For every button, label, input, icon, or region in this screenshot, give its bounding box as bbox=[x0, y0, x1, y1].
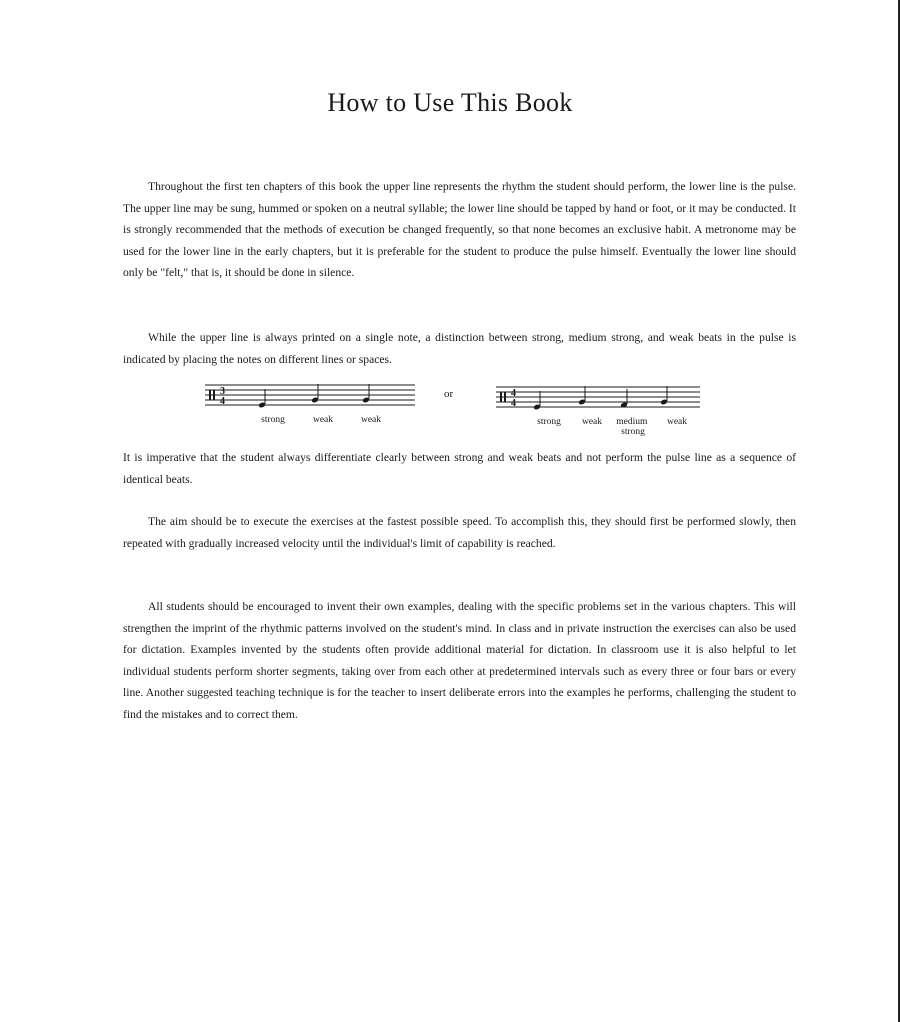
paragraph-invent-examples: All students should be encouraged to invent their own examples, dealing with the specific problems set in the various chapters. This will strengthen the imprint of the rhythmic patterns involved on the student's mind. In class and in private instruction the exercises can also be used for dictation. Examples invented by the students often provide additional material for dictation. In classroom use it is also helpful to let individual students perform shorter segments, taking over from each other at predetermined intervals such as every three or four bars or every line. Another suggested teaching technique is for the teacher to insert deliberate errors into the examples he performs, challenging the student to find the mistakes and to correct them. bbox=[123, 600, 796, 721]
time-signature-top: 4 bbox=[511, 388, 516, 399]
time-signature-bottom: 4 bbox=[511, 398, 516, 409]
note-strong bbox=[533, 391, 541, 410]
paragraph-speed: The aim should be to execute the exercises at the fastest possible speed. To accomplish this, they should first be performed slowly, then repeated with gradually increased velocity until the individual's limit of capability is reached. bbox=[123, 515, 796, 550]
paragraph-differentiate-beats: It is imperative that the student always differentiate clearly between strong and weak beats and not perform the pulse line as a sequence of identical beats. bbox=[123, 451, 796, 486]
beat-label: weak bbox=[581, 417, 603, 427]
paragraph-beat-distinction: While the upper line is always printed on a single note, a distinction between strong, medium strong, and weak beats in the pulse is indicated by placing the notes on different lines or spaces. bbox=[123, 331, 796, 366]
beat-label: strong bbox=[537, 417, 561, 427]
note-weak bbox=[578, 386, 586, 405]
pulse-example-4-4 bbox=[496, 385, 702, 441]
paragraph-execution-methods: Throughout the first ten chapters of this book the upper line represents the rhythm the student should perform, the lower line is the pulse. The upper line may be sung, hummed or spoken on a neutral syllable; the lower line should be tapped by hand or foot, or it may be conducted. It is strongly recommended that the methods of execution be changed frequently, so that none becomes an exclusive habit. A metronome may be used for the lower line in the early chapters, but it is preferable for the student to produce the pulse himself. Eventually the lower line should only be "felt," that is, it should be done in silence. bbox=[123, 180, 796, 279]
beat-label: weak bbox=[312, 415, 334, 425]
time-signature-bottom: 4 bbox=[220, 396, 225, 407]
beat-label: weak bbox=[360, 415, 382, 425]
note-weak bbox=[660, 386, 668, 405]
beat-label: weak bbox=[666, 417, 688, 427]
page-title: How to Use This Book bbox=[327, 88, 573, 117]
pulse-example-3-4 bbox=[205, 383, 417, 433]
beat-label: strong bbox=[261, 415, 285, 425]
note-weak bbox=[311, 384, 319, 403]
time-signature-top: 3 bbox=[220, 386, 225, 397]
beat-label-medium-strong: medium strong bbox=[616, 417, 648, 437]
or-connector: or bbox=[444, 388, 454, 400]
note-strong bbox=[258, 389, 266, 408]
note-weak bbox=[362, 384, 370, 403]
